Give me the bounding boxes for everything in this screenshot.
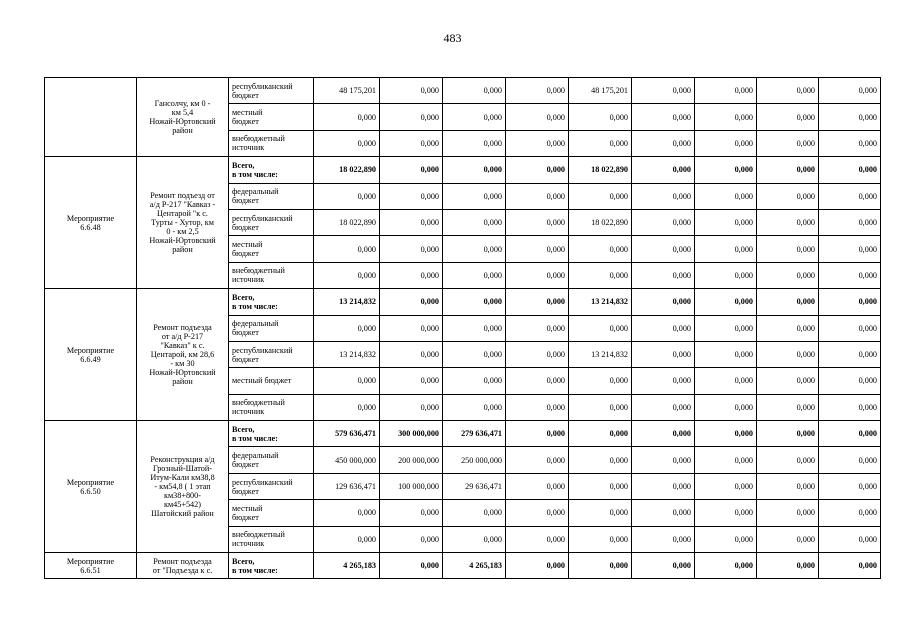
amount-cell: 0,000	[314, 183, 380, 209]
amount-cell: 0,000	[819, 500, 881, 526]
amount-cell: 0,000	[757, 104, 819, 130]
funding-source-line: бюджет	[232, 486, 259, 496]
object-description-line: Грозный-Шатой-	[153, 464, 212, 474]
amount-cell: 0,000	[695, 368, 757, 394]
amount-cell: 0,000	[443, 130, 506, 156]
object-description-line: Ремонт подъезд от	[150, 191, 215, 201]
amount-cell: 0,000	[569, 315, 632, 341]
amount-cell: 0,000	[695, 78, 757, 104]
object-description-line: Реконструкция а/д	[150, 455, 215, 465]
amount-cell: 0,000	[506, 368, 569, 394]
amount-cell: 18 022,890	[569, 157, 632, 183]
amount-cell: 0,000	[695, 553, 757, 579]
amount-cell: 0,000	[380, 262, 443, 288]
object-description-line: Ремонт подъезда	[153, 556, 212, 566]
amount-cell: 0,000	[569, 473, 632, 499]
amount-cell: 0,000	[695, 394, 757, 420]
amount-cell: 0,000	[569, 130, 632, 156]
funding-source-line: Всего,	[232, 424, 255, 434]
amount-cell: 0,000	[314, 236, 380, 262]
amount-cell: 0,000	[314, 394, 380, 420]
amount-cell: 0,000	[380, 157, 443, 183]
measure-label: Мероприятие	[66, 477, 115, 487]
amount-cell: 0,000	[632, 289, 695, 315]
funding-source-line: бюджет	[232, 512, 259, 522]
funding-source-line: бюджет	[232, 460, 259, 470]
amount-cell: 0,000	[569, 262, 632, 288]
amount-cell: 0,000	[695, 315, 757, 341]
funding-source-line: внебюджетный	[232, 266, 285, 276]
amount-cell: 0,000	[695, 500, 757, 526]
amount-cell: 0,000	[569, 553, 632, 579]
amount-cell: 0,000	[569, 104, 632, 130]
amount-cell: 0,000	[632, 209, 695, 235]
amount-cell: 0,000	[757, 209, 819, 235]
amount-cell: 4 265,183	[443, 553, 506, 579]
funding-source-line: местный	[232, 503, 263, 513]
amount-cell: 0,000	[819, 473, 881, 499]
amount-cell: 0,000	[757, 183, 819, 209]
funding-source-line: республиканский	[232, 477, 293, 487]
amount-cell: 0,000	[443, 78, 506, 104]
funding-source-line: местный	[232, 240, 263, 250]
amount-cell: 0,000	[380, 104, 443, 130]
amount-cell: 0,000	[757, 236, 819, 262]
amount-cell: 0,000	[569, 421, 632, 447]
amount-cell: 0,000	[632, 447, 695, 473]
funding-source-line: федеральный	[232, 319, 279, 329]
funding-source-line: источник	[232, 143, 265, 153]
object-description-line: Гансолчу, км 0 -	[154, 99, 211, 109]
object-description-line: район	[172, 245, 193, 255]
amount-cell: 18 022,890	[314, 157, 380, 183]
amount-cell: 0,000	[695, 183, 757, 209]
object-description-cell	[137, 553, 229, 579]
amount-cell: 0,000	[757, 526, 819, 552]
funding-source-line: внебюджетный	[232, 530, 285, 540]
amount-cell: 0,000	[819, 553, 881, 579]
funding-source-line: Всего,	[232, 160, 255, 170]
amount-cell: 0,000	[757, 553, 819, 579]
amount-cell: 0,000	[380, 209, 443, 235]
amount-cell: 0,000	[695, 341, 757, 367]
amount-cell: 450 000,000	[314, 447, 380, 473]
funding-source-cell	[229, 262, 314, 288]
measure-label: Мероприятие	[66, 556, 115, 566]
funding-source-cell	[229, 315, 314, 341]
amount-cell: 0,000	[632, 78, 695, 104]
funding-source-line: федеральный	[232, 187, 279, 197]
object-description-line: Ножай-Юртовский	[149, 368, 216, 378]
amount-cell: 0,000	[314, 315, 380, 341]
amount-cell: 0,000	[632, 236, 695, 262]
amount-cell: 0,000	[569, 526, 632, 552]
amount-cell: 0,000	[695, 209, 757, 235]
amount-cell: 0,000	[506, 500, 569, 526]
amount-cell: 0,000	[695, 526, 757, 552]
amount-cell: 0,000	[819, 130, 881, 156]
measure-label: 6.6.48	[80, 222, 101, 232]
amount-cell: 0,000	[506, 104, 569, 130]
measure-label: 6.6.50	[80, 486, 101, 496]
amount-cell: 0,000	[819, 236, 881, 262]
amount-cell: 0,000	[506, 394, 569, 420]
funding-source-line: Всего,	[232, 292, 255, 302]
measure-cell	[45, 289, 137, 421]
object-description-line: Центарой "к с.	[157, 209, 208, 219]
object-description-line: Ножай-Юртовский	[149, 236, 216, 246]
total-row	[45, 553, 881, 579]
amount-cell: 0,000	[569, 394, 632, 420]
object-description-line: район	[172, 377, 193, 387]
funding-source-line: источник	[232, 539, 265, 549]
object-description-line: Центарой, км 28,6	[150, 350, 215, 360]
amount-cell: 0,000	[443, 394, 506, 420]
funding-source-line: в том числе:	[232, 169, 278, 179]
amount-cell: 0,000	[757, 447, 819, 473]
amount-cell: 0,000	[632, 104, 695, 130]
amount-cell: 0,000	[506, 262, 569, 288]
funding-source-line: внебюджетный	[232, 398, 285, 408]
object-description-line: - км54,8 ( 1 этап	[154, 482, 211, 492]
amount-cell: 13 214,832	[314, 289, 380, 315]
amount-cell: 0,000	[757, 315, 819, 341]
measure-label: Мероприятие	[66, 345, 115, 355]
amount-cell: 0,000	[569, 500, 632, 526]
amount-cell: 29 636,471	[443, 473, 506, 499]
amount-cell: 0,000	[443, 289, 506, 315]
funding-source-line: источник	[232, 407, 265, 417]
amount-cell: 0,000	[443, 500, 506, 526]
amount-cell: 0,000	[819, 289, 881, 315]
funding-source-line: республиканский	[232, 213, 293, 223]
amount-cell: 0,000	[569, 183, 632, 209]
amount-cell: 0,000	[757, 421, 819, 447]
amount-cell: 0,000	[380, 341, 443, 367]
amount-cell: 0,000	[819, 209, 881, 235]
amount-cell: 0,000	[695, 130, 757, 156]
amount-cell: 0,000	[695, 289, 757, 315]
amount-cell: 0,000	[443, 315, 506, 341]
amount-cell: 0,000	[506, 447, 569, 473]
total-row	[45, 421, 881, 447]
amount-cell: 0,000	[632, 262, 695, 288]
amount-cell: 0,000	[380, 368, 443, 394]
object-description-line: км 5,4	[171, 108, 194, 118]
amount-cell: 0,000	[757, 157, 819, 183]
funding-source-line: в том числе:	[232, 565, 278, 575]
amount-cell: 0,000	[819, 183, 881, 209]
amount-cell: 0,000	[314, 368, 380, 394]
amount-cell: 0,000	[819, 341, 881, 367]
amount-cell: 0,000	[695, 104, 757, 130]
funding-source-line: республиканский	[232, 345, 293, 355]
amount-cell: 0,000	[506, 130, 569, 156]
funding-source-cell	[229, 183, 314, 209]
amount-cell: 0,000	[632, 526, 695, 552]
amount-cell: 0,000	[632, 394, 695, 420]
amount-cell: 0,000	[380, 315, 443, 341]
amount-cell: 0,000	[380, 130, 443, 156]
amount-cell: 0,000	[632, 341, 695, 367]
funding-source-cell	[229, 236, 314, 262]
amount-cell: 0,000	[380, 500, 443, 526]
amount-cell: 0,000	[757, 289, 819, 315]
amount-cell: 13 214,832	[314, 341, 380, 367]
funding-source-cell	[229, 553, 314, 579]
funding-source-line: бюджет	[232, 354, 259, 364]
amount-cell: 0,000	[757, 78, 819, 104]
measure-label: Мероприятие	[66, 213, 115, 223]
amount-cell: 0,000	[695, 262, 757, 288]
amount-cell: 0,000	[819, 315, 881, 341]
amount-cell: 13 214,832	[569, 289, 632, 315]
measure-cell	[45, 78, 137, 157]
funding-source-cell	[229, 104, 314, 130]
amount-cell: 0,000	[380, 183, 443, 209]
amount-cell: 4 265,183	[314, 553, 380, 579]
funding-source-cell	[229, 341, 314, 367]
amount-cell: 0,000	[819, 368, 881, 394]
amount-cell: 0,000	[380, 553, 443, 579]
amount-cell: 0,000	[819, 526, 881, 552]
amount-cell: 0,000	[380, 78, 443, 104]
funding-source-cell	[229, 473, 314, 499]
amount-cell: 0,000	[757, 262, 819, 288]
amount-cell: 0,000	[443, 183, 506, 209]
amount-cell: 0,000	[632, 315, 695, 341]
funding-source-cell	[229, 289, 314, 315]
amount-cell: 0,000	[443, 368, 506, 394]
amount-cell: 300 000,000	[380, 421, 443, 447]
amount-cell: 200 000,000	[380, 447, 443, 473]
amount-cell: 0,000	[632, 183, 695, 209]
amount-cell: 0,000	[314, 262, 380, 288]
amount-cell: 0,000	[695, 236, 757, 262]
amount-cell: 0,000	[632, 500, 695, 526]
funding-source-cell	[229, 157, 314, 183]
funding-source-line: бюджет	[232, 196, 259, 206]
amount-cell: 0,000	[443, 341, 506, 367]
funding-source-cell	[229, 526, 314, 552]
amount-cell: 100 000,000	[380, 473, 443, 499]
funding-source-line: местный бюджет	[232, 376, 292, 386]
measure-label: 6.6.49	[80, 354, 101, 364]
object-description-line: район	[172, 126, 193, 136]
amount-cell: 0,000	[695, 157, 757, 183]
total-row	[45, 289, 881, 315]
amount-cell: 0,000	[314, 130, 380, 156]
measure-cell	[45, 421, 137, 553]
object-description-cell	[137, 289, 229, 421]
amount-cell: 0,000	[819, 262, 881, 288]
amount-cell: 250 000,000	[443, 447, 506, 473]
amount-cell: 0,000	[819, 104, 881, 130]
amount-cell: 0,000	[506, 341, 569, 367]
amount-cell: 279 636,471	[443, 421, 506, 447]
amount-cell: 18 022,890	[569, 209, 632, 235]
amount-cell: 0,000	[757, 473, 819, 499]
amount-cell: 0,000	[757, 341, 819, 367]
object-description-line: Ножай-Юртовский	[149, 117, 216, 127]
amount-cell: 0,000	[443, 236, 506, 262]
object-description-line: Итум-Кали км38,8	[150, 473, 215, 483]
amount-cell: 0,000	[695, 473, 757, 499]
funding-source-line: бюджет	[232, 90, 259, 100]
funding-source-cell	[229, 394, 314, 420]
amount-cell: 0,000	[314, 500, 380, 526]
amount-cell: 0,000	[506, 183, 569, 209]
object-description-line: км45+542)	[164, 500, 201, 510]
amount-cell: 0,000	[506, 526, 569, 552]
amount-cell: 0,000	[819, 78, 881, 104]
amount-cell: 0,000	[819, 421, 881, 447]
amount-cell: 0,000	[632, 421, 695, 447]
amount-cell: 0,000	[506, 315, 569, 341]
amount-cell: 0,000	[569, 368, 632, 394]
amount-cell: 48 175,201	[314, 78, 380, 104]
funding-source-line: в том числе:	[232, 301, 278, 311]
object-description-cell	[137, 157, 229, 289]
amount-cell: 0,000	[506, 236, 569, 262]
funding-source-cell	[229, 130, 314, 156]
funding-source-line: внебюджетный	[232, 134, 285, 144]
measure-cell	[45, 157, 137, 289]
budget-table	[44, 77, 881, 579]
amount-cell: 0,000	[506, 421, 569, 447]
amount-cell: 0,000	[757, 394, 819, 420]
object-description-line: км38+800-	[164, 491, 201, 501]
amount-cell: 48 175,201	[569, 78, 632, 104]
amount-cell: 0,000	[632, 130, 695, 156]
funding-source-cell	[229, 368, 314, 394]
funding-source-cell	[229, 421, 314, 447]
amount-cell: 0,000	[506, 209, 569, 235]
funding-source-line: местный	[232, 108, 263, 118]
amount-cell: 129 636,471	[314, 473, 380, 499]
funding-source-cell	[229, 500, 314, 526]
amount-cell: 0,000	[506, 78, 569, 104]
amount-cell: 0,000	[314, 104, 380, 130]
amount-cell: 13 214,832	[569, 341, 632, 367]
amount-cell: 0,000	[380, 289, 443, 315]
amount-cell: 0,000	[380, 526, 443, 552]
object-description-line: 0 - км 2,5	[166, 227, 199, 237]
amount-cell: 0,000	[443, 262, 506, 288]
page-number: 483	[443, 31, 462, 45]
object-description-cell	[137, 78, 229, 157]
amount-cell: 18 022,890	[314, 209, 380, 235]
amount-cell: 0,000	[632, 368, 695, 394]
amount-cell: 0,000	[819, 394, 881, 420]
funding-source-cell	[229, 78, 314, 104]
amount-cell: 0,000	[443, 209, 506, 235]
amount-cell: 0,000	[757, 130, 819, 156]
amount-cell: 0,000	[757, 368, 819, 394]
object-description-line: Турты - Хутор, км	[151, 218, 214, 228]
amount-cell: 0,000	[506, 157, 569, 183]
funding-source-line: в том числе:	[232, 433, 278, 443]
total-row	[45, 157, 881, 183]
amount-cell: 0,000	[757, 500, 819, 526]
funding-source-line: федеральный	[232, 451, 279, 461]
object-description-line: "Кавказ" к с.	[160, 341, 205, 351]
object-description-line: от "Подъезда к с.	[152, 565, 213, 575]
amount-cell: 0,000	[506, 289, 569, 315]
table-row	[45, 78, 881, 104]
funding-source-cell	[229, 209, 314, 235]
funding-source-line: бюджет	[232, 328, 259, 338]
amount-cell: 0,000	[695, 421, 757, 447]
amount-cell: 0,000	[632, 473, 695, 499]
object-description-line: - км 30	[170, 359, 195, 369]
amount-cell: 0,000	[819, 157, 881, 183]
funding-source-line: бюджет	[232, 222, 259, 232]
amount-cell: 0,000	[380, 394, 443, 420]
funding-source-line: республиканский	[232, 81, 293, 91]
funding-source-line: источник	[232, 275, 265, 285]
amount-cell: 0,000	[569, 236, 632, 262]
amount-cell: 0,000	[443, 526, 506, 552]
object-description-line: Ремонт подъезда	[153, 323, 212, 333]
funding-source-line: бюджет	[232, 117, 259, 127]
amount-cell: 0,000	[819, 447, 881, 473]
object-description-line: а/д Р-217 "Кавказ -	[149, 200, 216, 210]
funding-source-line: Всего,	[232, 556, 255, 566]
funding-source-cell	[229, 447, 314, 473]
amount-cell: 579 636,471	[314, 421, 380, 447]
amount-cell: 0,000	[632, 553, 695, 579]
amount-cell: 0,000	[506, 473, 569, 499]
amount-cell: 0,000	[695, 447, 757, 473]
amount-cell: 0,000	[569, 447, 632, 473]
funding-source-line: бюджет	[232, 249, 259, 259]
amount-cell: 0,000	[632, 157, 695, 183]
amount-cell: 0,000	[314, 526, 380, 552]
object-description-line: от а/д Р-217	[161, 332, 204, 342]
measure-cell	[45, 553, 137, 579]
object-description-cell	[137, 421, 229, 553]
amount-cell: 0,000	[443, 157, 506, 183]
amount-cell: 0,000	[506, 553, 569, 579]
amount-cell: 0,000	[380, 236, 443, 262]
amount-cell: 0,000	[443, 104, 506, 130]
measure-label: 6.6.51	[80, 565, 101, 575]
object-description-line: Шатойский район	[151, 509, 214, 519]
